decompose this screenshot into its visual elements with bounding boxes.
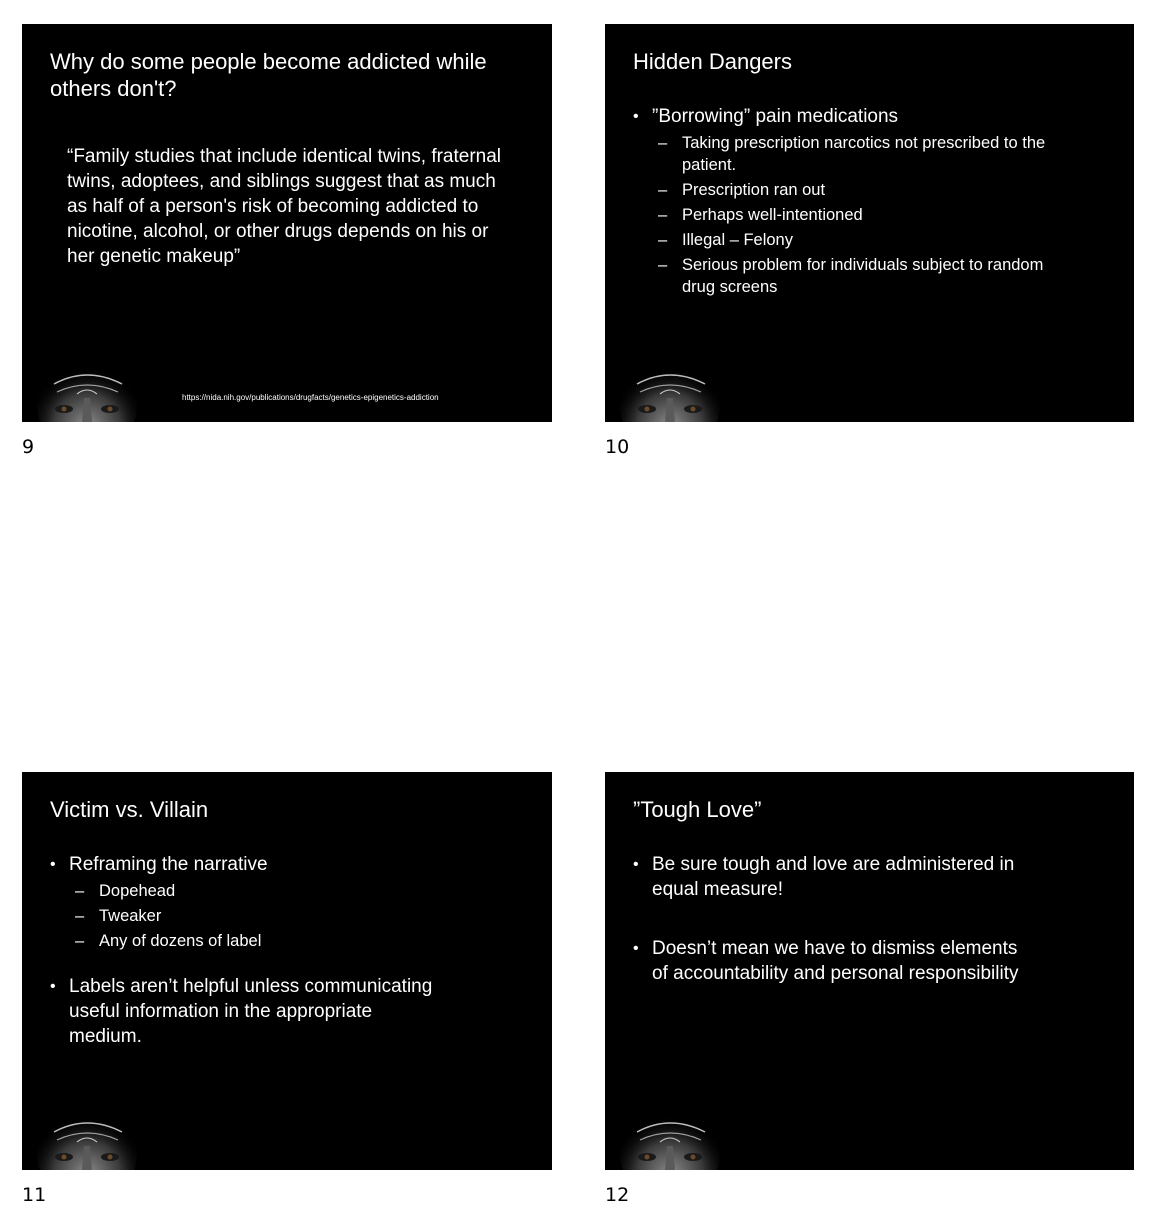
sub-bullet-item: – Dopehead: [75, 880, 450, 902]
slide-12: [605, 772, 1134, 1170]
face-eyes-image: [615, 354, 725, 422]
slide-11: [22, 772, 552, 1170]
slide-number: 11: [22, 1184, 47, 1206]
sub-bullet-item: – Any of dozens of label: [75, 930, 450, 952]
slide-title: Victim vs. Villain: [50, 797, 209, 822]
sub-bullet-item: – Perhaps well-intentioned: [658, 204, 1052, 226]
sub-bullet-item: – Taking prescription narcotics not prescribed to the patient.: [658, 132, 1052, 176]
bullet-item: • Labels aren’t helpful unless communicating useful information in the appropriate medium.: [50, 974, 450, 1049]
source-url: https://nida.nih.gov/publications/drugfacts/genetics-epigenetics-addiction: [182, 393, 439, 402]
bullet-item: [633, 104, 1046, 298]
slide-number: 9: [22, 436, 35, 458]
bullet-item: [50, 852, 450, 952]
bullet-item: • Doesn’t mean we have to dismiss elements of accountability and personal responsibility: [633, 936, 1033, 986]
bullet-text: Reframing the narrative: [69, 854, 268, 875]
sub-bullet-item: – Tweaker: [75, 905, 450, 927]
slide-title: ”Tough Love”: [633, 797, 762, 822]
slide-title: Hidden Dangers: [633, 49, 792, 74]
bullet-text: ”Borrowing” pain medications: [652, 106, 899, 127]
face-eyes-image: [615, 1102, 725, 1170]
slide-10: [605, 24, 1134, 422]
slide-quote: “Family studies that include identical twins, fraternal twins, adoptees, and siblings suggest that as much as half of a person's risk of becoming addicted to nicotine, alcohol, or other drugs depends on his or her genetic makeup”: [67, 146, 502, 267]
sub-bullet-item: – Illegal – Felony: [658, 229, 1052, 251]
sub-bullet-item: – Serious problem for individuals subject to random drug screens: [658, 254, 1052, 298]
sub-bullet-list: [652, 132, 1046, 298]
bullet-list: [633, 104, 1046, 298]
slide-9: [22, 24, 552, 422]
face-eyes-image: [32, 354, 142, 422]
slide-title: Why do some people become addicted while others don't?: [50, 49, 487, 101]
face-eyes-image: [32, 1102, 142, 1170]
bullet-list: [50, 852, 450, 1049]
bullet-list: [633, 852, 1033, 986]
bullet-item: • Be sure tough and love are administered in equal measure!: [633, 852, 1033, 902]
sub-bullet-list: [69, 880, 450, 952]
sub-bullet-item: – Prescription ran out: [658, 179, 1052, 201]
slide-number: 10: [605, 436, 630, 458]
slide-number: 12: [605, 1184, 630, 1206]
